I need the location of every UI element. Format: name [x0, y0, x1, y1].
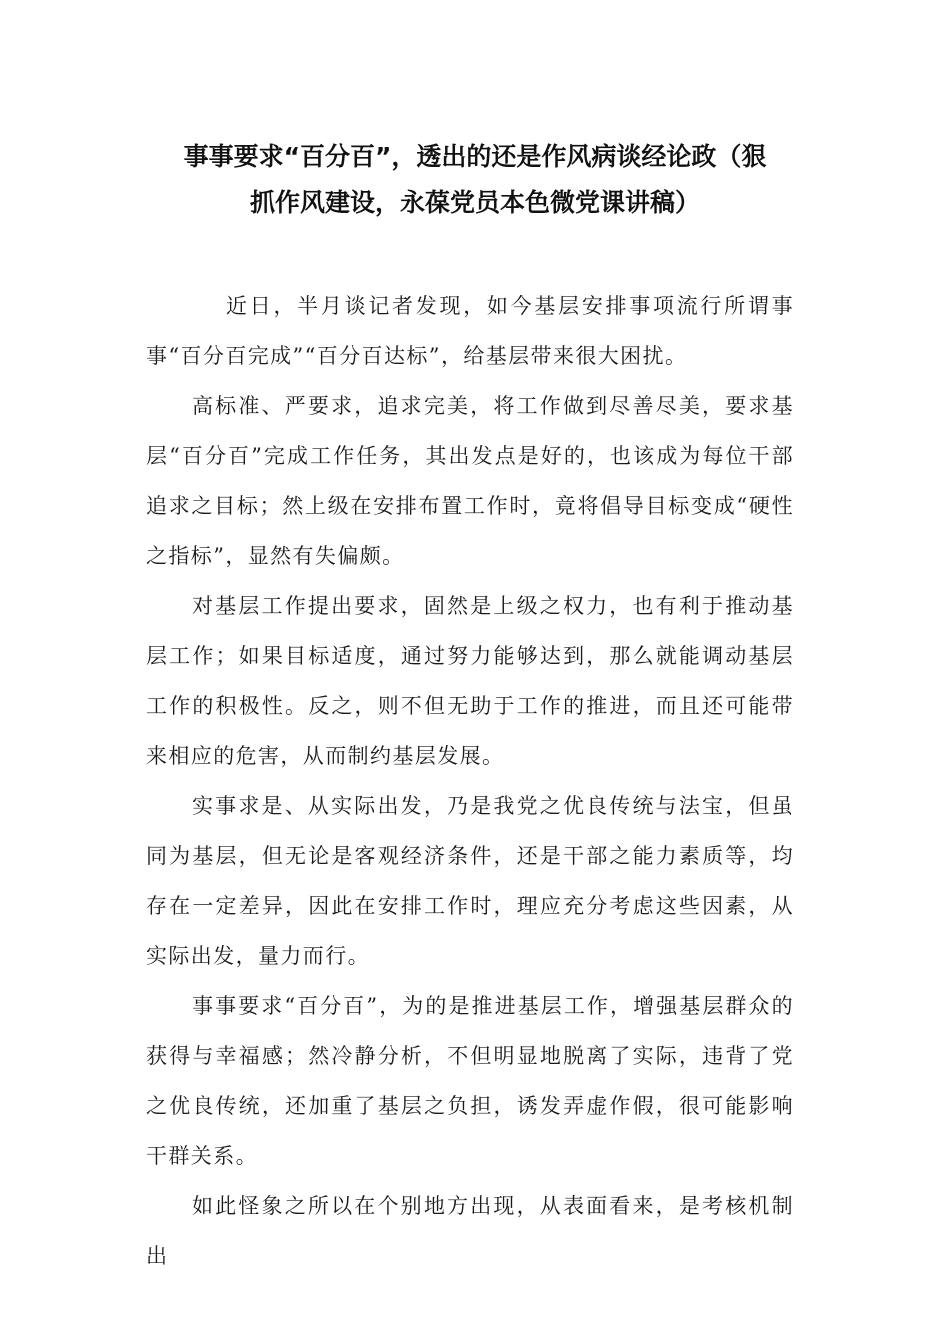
document-title: [140, 134, 810, 226]
title-line-2: 抓作风建设，永葆党员本色微党课讲稿）: [249, 188, 700, 217]
paragraph-3: 对基层工作提出要求，固然是上级之权力，也有利于推动基层工作；如果目标适度，通过努力能够达到，那么就能调动基层工作的积极性。反之，则不但无助于工作的推进，而且还可能带来相应的危害，从而制约基层发展。: [146, 594, 794, 768]
title-line-1: 事事要求“百分百”，透出的还是作风病谈经论政（狠: [183, 142, 767, 171]
document-body: [146, 281, 794, 1281]
paragraph-1: 近日，半月谈记者发现，如今基层安排事项流行所谓事事“百分百完成”“百分百达标”，给基层带来很大困扰。: [146, 294, 794, 368]
paragraph-2: 高标准、严要求，追求完美，将工作做到尽善尽美，要求基层“百分百”完成工作任务，其出发点是好的，也该成为每位干部追求之目标；然上级在安排布置工作时，竟将倡导目标变成“硬性之指标”，显然有失偏颇。: [146, 394, 794, 568]
paragraph-4: 实事求是、从实际出发，乃是我党之优良传统与法宝，但虽同为基层，但无论是客观经济条件，还是干部之能力素质等，均存在一定差异，因此在安排工作时，理应充分考虑这些因素，从实际出发，量力而行。: [146, 794, 794, 968]
paragraph-6: 如此怪象之所以在个别地方出现，从表面看来，是考核机制出: [146, 1194, 794, 1268]
paragraph-5: 事事要求“百分百”，为的是推进基层工作，增强基层群众的获得与幸福感；然冷静分析，不但明显地脱离了实际，违背了党之优良传统，还加重了基层之负担，诱发弄虚作假，很可能影响干群关系。: [146, 994, 794, 1168]
